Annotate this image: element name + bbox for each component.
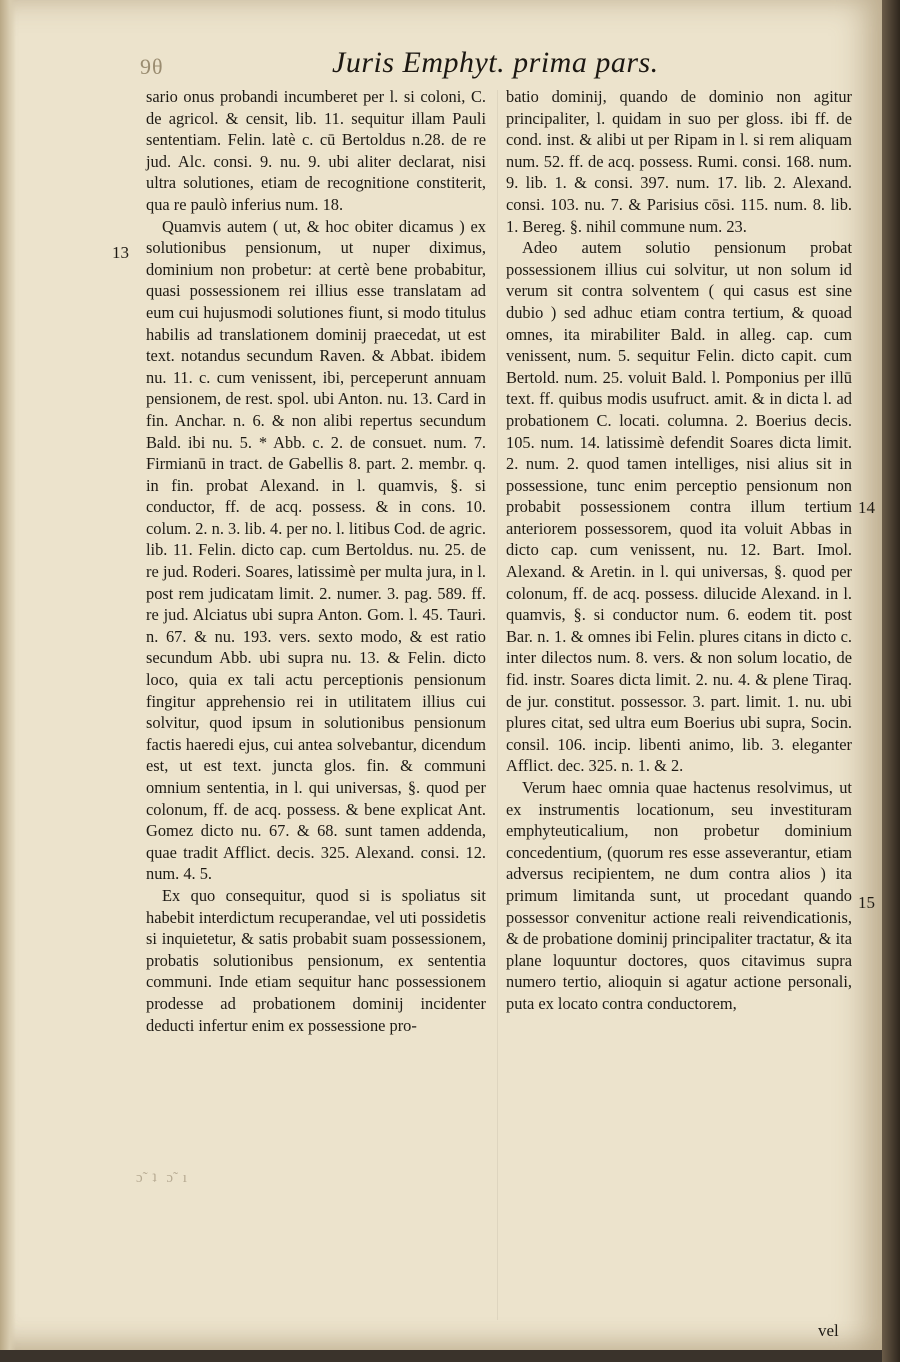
left-paragraph-3: Ex quo consequitur, quod si is spoliatus sit habebit interdictum recuperandae, vel uti possidetis si inquietetur, & satis probabit suam possessionem, probatis solutionibus pensionum, ex sententia communi. Inde etiam sequitur hanc possessionem prodesse ad probationem dominij incidenter deducti infertur enim ex possessione pro-: [146, 885, 486, 1035]
margin-number-15: 15: [858, 893, 875, 912]
running-head: Juris Emphyt. prima pars.: [332, 46, 659, 79]
catchword: vel: [818, 1321, 839, 1340]
left-paragraph-2: Quamvis autem ( ut, & hoc obiter dicamus ) ex solutionibus pensionum, ut nuper diximus, dominium non probetur: at certè bene probabitur, quasi possessionem rei illius esse translatam ad eum cui hujusmodi solutiones fiunt, si modo titulus habilis ad translationem dominij praecedat, ut est text. notandus secundum Raven. & Abbat. ibidem nu. 11. c. cum venissent, ibi, perceperunt annuam pensionem, de rest. spol. ubi Anton. nu. 13. Card in fin. Anchar. n. 6. & non alibi repertus secundum Bald. ibi nu. 5. * Abb. c. 2. de consuet. num. 7. Firmianū in tract. de Gabellis 8. part. 2. membr. q. in fin. probat Alexand. in l. quamvis, §. si conductor, ff. de acq. possess. & in cons. 10. colum. 2. n. 3. lib. 4. per no. l. litibus Cod. de agric. lib. 11. Felin. dicto cap. cum Bertoldus. nu. 25. de re jud. Roderi. Soares, latissimè per multa jura, in l. post rem judicatam limit. 2. numer. 3. pag. 589. ff. re jud. Alciatus ubi supra Anton. Gom. l. 45. Tauri. n. 67. & nu. 193. vers. sexto modo, & est ratio secundum Abb. ubi supra nu. 13. & Felin. dicto loco, quia ex tali actu perceptionis pensionum fingitur apprehensio rei in utilitatem illius cui solvitur, quod ipsum in solutionibus pensionum factis haeredi ejus, cui antea solvebantur, dicendum est, ut est text. juncta glos. fin. & communi omnium sententia, in l. qui universas, §. quod per colonum, ff. de acq. possess. & bene explicat Ant. Gomez dicto nu. 67. & 68. sunt tamen addenda, quae tradit Afflict. decis. 325. Alexand. consi. 12. num. 4. 5.: [146, 216, 486, 884]
left-column: [146, 86, 486, 1036]
right-paragraph-2: Adeo autem solutio pensionum probat possessionem illius cui solvitur, ut non solum id verum sit contra solventem ( qui casus est sine dubio ) sed adhuc etiam contra tertium, & quoad omnes, ita mirabiliter Bald. in alleg. cap. cum venissent, num. 5. sequitur Felin. dicto capit. cum Bertold. num. 25. voluit Bald. l. Pomponius per illū text. ff. quibus modis usufruct. amit. & in dicta l. ad probationem C. locati. columna. 2. Boerius decis. 105. num. 14. latissimè defendit Soares dicta limit. 2. num. 2. quod tamen intelliges, nisi alius sit in possessione, tunc enim perceptio pensionum non probabit possessionem contra illum tertium anteriorem possessorem, quod ita voluit Abbas in dicto cap. cum venissent, nu. 12. Bart. Imol. Alexand. & Aretin. in l. qui universas, §. quod per colonum, ff. de acq. possess. dilucide Alexand. in l. quamvis, §. si conductor num. 6. eodem tit. post Bar. n. 1. & omnes ibi Felin. plures citans in dicto c. inter dilectos num. 8. vers. & non solum locatio, de fid. instr. Soares dicta limit. 2. nu. 4. & plene Tiraq. de jur. constitut. possessor. 3. part. limit. 1. nu. ubi plures citat, sed ultra eum Boerius ubi supra, Socin. consil. 106. incip. libenti animo, lib. 3. eleganter Afflict. dec. 325. n. 1. & 2.: [506, 238, 852, 776]
margin-number-14: 14: [858, 498, 875, 517]
right-column: [506, 86, 852, 1015]
right-paragraph-3: Verum haec omnia quae hactenus resolvimus, ut ex instrumentis locationum, seu investituram emphyteuticalium, non probetur dominium concedentium, (quorum res esse asseverantur, etiam adversus recipientem, ne dum contra alios ) ita primum limitanda sunt, ut procedant quando possessor convenitur actione reali reivendicationis, & de probatione dominij principaliter tractatur, & ita plane loquuntur doctores, quos citavimus supra numero tertio, alioquin si agatur actione personali, puta ex locato contra conductorem,: [506, 778, 852, 1013]
margin-number-13: 13: [112, 243, 129, 262]
bleed-through-text: ɔ̃ ʇ ɔ̃ ı: [136, 1170, 190, 1186]
column-divider: [497, 90, 498, 1320]
right-paragraph-1: batio dominij, quando de dominio non agitur principaliter, l. quidam in suo per gloss. ibi ff. de cond. inst. & alibi ut per Ripam in l. si rem aliquam num. 52. ff. de acq. possess. Rumi. consi. 168. num. 9. lib. 1. & consi. 397. num. 17. lib. 2. Alexand. consi. 103. nu. 7. & Parisius cōsi. 115. num. 8. lib. 1. Bereg. §. nihil commune num. 23.: [506, 87, 852, 236]
page-folio: 9θ: [140, 54, 164, 79]
gutter-shadow: [0, 0, 16, 1350]
left-paragraph-1: sario onus probandi incumberet per l. si coloni, C. de agricol. & censit, lib. 11. sequitur illam Pauli sententiam. Felin. latè c. cū Bertoldus n.28. de re jud. Alc. consi. 9. nu. 9. ubi aliter declarat, nisi ultra solutiones, etiam de recognitione constiterit, qua re paulò inferius num. 18.: [146, 87, 486, 214]
page-edge-shadow: [882, 0, 900, 1362]
